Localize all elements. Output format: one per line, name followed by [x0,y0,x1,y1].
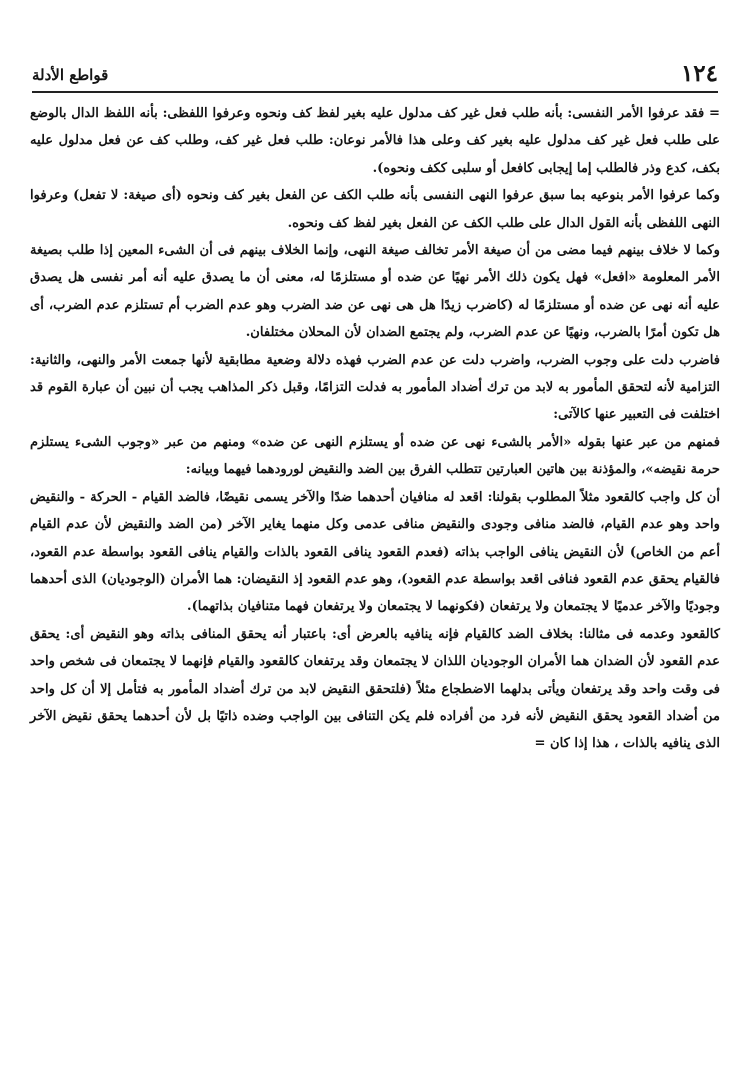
paragraph-1: = فقد عرفوا الأمر النفسى: بأنه طلب فعل غير كف مدلول عليه بغير لفظ كف ونحوه وعرفوا اللفظى: بأنه اللفظ الدال بالوضع على طلب فعل غير كف مدلول عليه بغير كف وعلى هذا فالأمر نوعان: طلب فعل غير كف، وطلب كف عن فعل مدلول عليه بكف، كدع وذر فالطلب إما إيجابى كافعل أو سلبى ككف ونحوه). [30,106,720,176]
page-number: ١٢٤ [680,60,718,87]
paragraph-2: وكما عرفوا الأمر بنوعيه بما سبق عرفوا النهى النفسى بأنه طلب الكف عن الفعل بغير كف ونحوه (أى صيغة: لا تفعل) وعرفوا النهى اللفظى بأنه القول الدال على طلب الكف عن الفعل بغير لفظ كف ونحوه. [30,188,720,231]
running-title: قواطع الأدلة [32,66,109,84]
paragraph-3: وكما لا خلاف بينهم فيما مضى من أن صيغة الأمر تخالف صيغة النهى، وإنما الخلاف بينهم فى أن الشىء المعين إذا طلب بصيغة الأمر المعلومة «افعل» فهل يكون ذلك الأمر نهيًا عن ضده أو مستلزمًا له، معنى أن ما يصدق عليه أنه أمر نفسى هل يصدق عليه أنه نهى عن ضده أو مستلزمًا له (كاضرب زيدًا هل هى نهى عن ضد الضرب وهو عدم الضرب أم تستلزم عدم الضرب، أى هل تكون أمرًا بالضرب، ونهيًا عن عدم الضرب، ولم يجتمع الضدان لأن المحلان مختلفان. [30,243,720,341]
header-rule [32,91,718,93]
paragraph-5: فمنهم من عبر عنها بقوله «الأمر بالشىء نهى عن ضده أو يستلزم النهى عن ضده» ومنهم من عبر «وجوب الشىء يستلزم حرمة نقيضه»، والمؤذنة بين هاتين العبارتين تتطلب الفرق بين الضد والنقيض لورودهما فيهما وبيانه: [30,434,720,478]
paragraph-6: أن كل واجب كالقعود مثلاً المطلوب بقولنا: اقعد له منافيان أحدهما ضدًا والآخر يسمى نقيضًا، فالضد القيام - الحركة - والنقيض واحد وهو عدم القيام، فالضد منافى وجودى والنقيض منافى عدمى وكل منهما يغاير الآخر (من الضد والنقيض لأن عدم القيام أعم من الخاص) لأن النقيض ينافى الواجب بذاته (فعدم القعود ينافى القعود بالذات والقيام ينافى القعود بواسطة عدم القعود، فالقيام يحقق عدم القعود فنافى اقعد بواسطة عدم القعود)، وهو عدم القعود إذ النقيضان: هما الأمران (الوجوديان) الذى أحدهما وجوديًا والآخر عدميًا لا يجتمعان ولا يرتفعان (فكونهما لا يجتمعان ولا يرتفعان فهما متنافيان بذاتهما). [30,489,720,615]
body-text [30,100,720,758]
paragraph-7: كالقعود وعدمه فى مثالنا: بخلاف الضد كالقيام فإنه ينافيه بالعرض أى: باعتبار أنه يحقق المنافى بذاته وهو النقيض أى: يحقق عدم القعود لأن الضدان هما الأمران الوجوديان اللذان لا يجتمعان وقد يرتفعان كالقعود والقيام فإنهما لا يجتمعان فى شخص واحد فى وقت واحد وقد يرتفعان ويأتى بدلهما الاضطجاع مثلاً (فلتحقق النقيض لابد من ترك أضداد المأمور به فتأمل إلا أن كل واحد من أضداد القعود يحقق النقيض لأنه فرد من أفراده فلم يكن التنافى بين الواجب وضده ذاتيًا بل لأن أحدهما يحقق نقيض الآخر الذى ينافيه بالذات ، هذا إذا كان = [30,626,720,752]
page-header [32,60,718,88]
paragraph-4: فاضرب دلت على وجوب الضرب، واضرب دلت عن عدم الضرب فهذه دلالة وضعية مطابقية لأنها جمعت الأمر والنهى، والثانية: التزامية لأنه لتحقق المأمور به لابد من ترك أضداد المأمور به فدلت التزامًا، وقبل ذكر المذاهب يجب أن نبين أن عبارة القوم قد اختلفت فى التعبير عنها كالآتى: [30,352,720,423]
